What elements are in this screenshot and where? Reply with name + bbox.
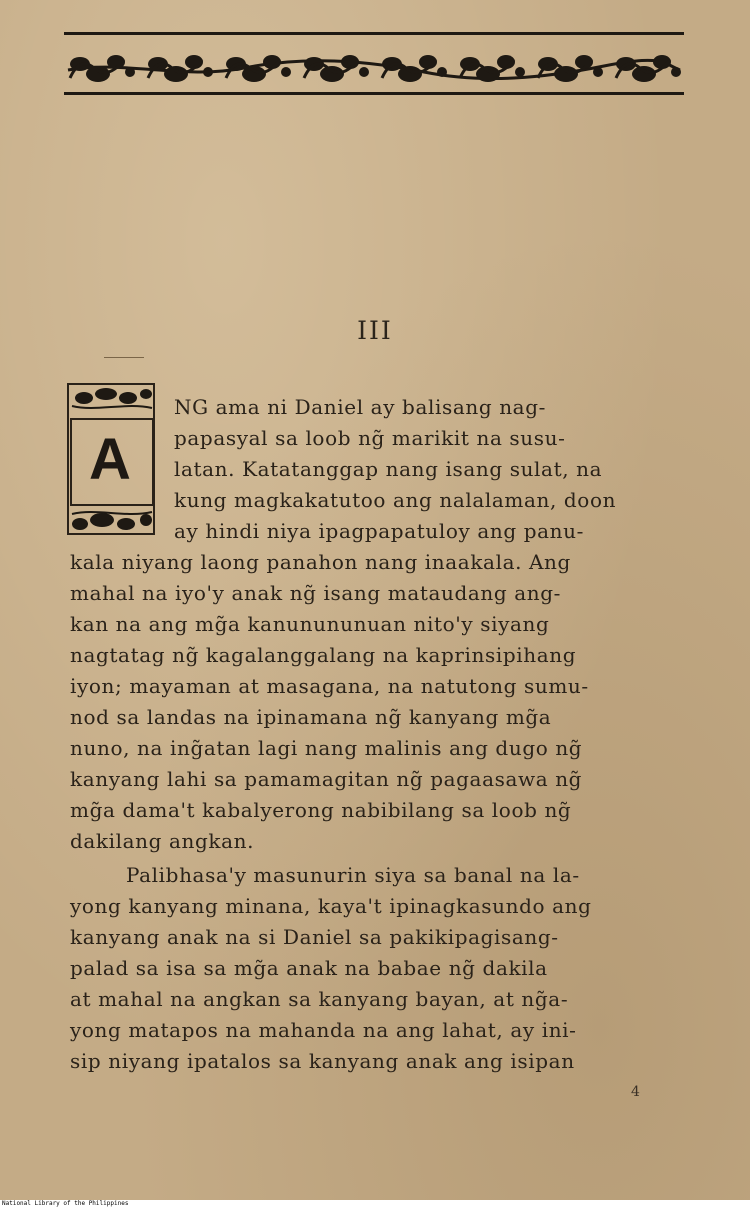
leaf-shape — [203, 67, 213, 77]
chapter-number: III — [357, 316, 393, 345]
text-line: NG ama ni Daniel ay balisang nag- — [174, 395, 546, 419]
leaf-shape — [476, 66, 500, 82]
small-divider — [104, 357, 144, 358]
text-line: yong matapos na mahanda na ang lahat, ay ini- — [70, 1018, 577, 1042]
leaf-shape — [437, 67, 447, 77]
leaf-shape — [554, 66, 578, 82]
text-line: kan na ang mg̃a kanunununuan nito'y siyang — [70, 612, 550, 636]
text-line: palad sa isa sa mg̃a anak na babae ng̃ dakila — [70, 956, 548, 980]
text-line: ay hindi niya ipagpapatuloy ang panu- — [174, 519, 584, 543]
text-line: mg̃a dama't kabalyerong nabibilang sa loob ng̃ — [70, 798, 572, 822]
decorative-vine-border — [64, 26, 684, 102]
text-line: nuno, na ing̃atan lagi nang malinis ang dugo ng̃ — [70, 736, 583, 760]
text-line: iyon; mayaman at masagana, na natutong sumu- — [70, 674, 589, 698]
text-line: latan. Katatanggap nang isang sulat, na — [174, 457, 603, 481]
text-line: nod sa landas na ipinamana ng̃ kanyang mg̃a — [70, 705, 552, 729]
page-number: 4 — [631, 1084, 640, 1100]
drop-cap-letter: A — [89, 427, 131, 492]
text-line: kanyang lahi sa pamamagitan ng̃ pagaasawa ng̃ — [70, 767, 583, 791]
leaf-shape — [164, 66, 188, 82]
footer-bar — [0, 1200, 750, 1208]
text-line: sip niyang ipatalos sa kanyang anak ang isipan — [70, 1049, 575, 1073]
leaf-shape — [359, 67, 369, 77]
text-line: yong kanyang minana, kaya't ipinagkasundo ang — [70, 894, 592, 918]
leaf-shape — [242, 66, 266, 82]
leaf-shape — [593, 67, 603, 77]
drop-cap-block — [66, 382, 158, 538]
text-line: mahal na iyo'y anak ng̃ isang mataudang ang- — [70, 581, 562, 605]
leaf-shape — [86, 66, 110, 82]
text-line: kanyang anak na si Daniel sa pakikipagisang- — [70, 925, 559, 949]
leaf-shape — [281, 67, 291, 77]
leaf-shape — [398, 66, 422, 82]
leaf-shape — [515, 67, 525, 77]
library-credit: National Library of the Philippines — [2, 1200, 129, 1207]
text-line: nagtatag ng̃ kagalanggalang na kaprinsipihang — [70, 643, 577, 667]
leaf-shape — [671, 67, 681, 77]
leaf-shape — [632, 66, 656, 82]
leaf-shape — [125, 67, 135, 77]
text-line: Palibhasa'y masunurin siya sa banal na la- — [126, 863, 580, 887]
text-line: papasyal sa loob ng̃ marikit na susu- — [174, 426, 566, 450]
text-line: kung magkakatutoo ang nalalaman, doon — [174, 488, 617, 512]
text-line: dakilang angkan. — [70, 829, 255, 853]
text-line: at mahal na angkan sa kanyang bayan, at ng̃a- — [70, 987, 569, 1011]
leaf-shape — [320, 66, 344, 82]
text-line: kala niyang laong panahon nang inaakala. Ang — [70, 550, 571, 574]
